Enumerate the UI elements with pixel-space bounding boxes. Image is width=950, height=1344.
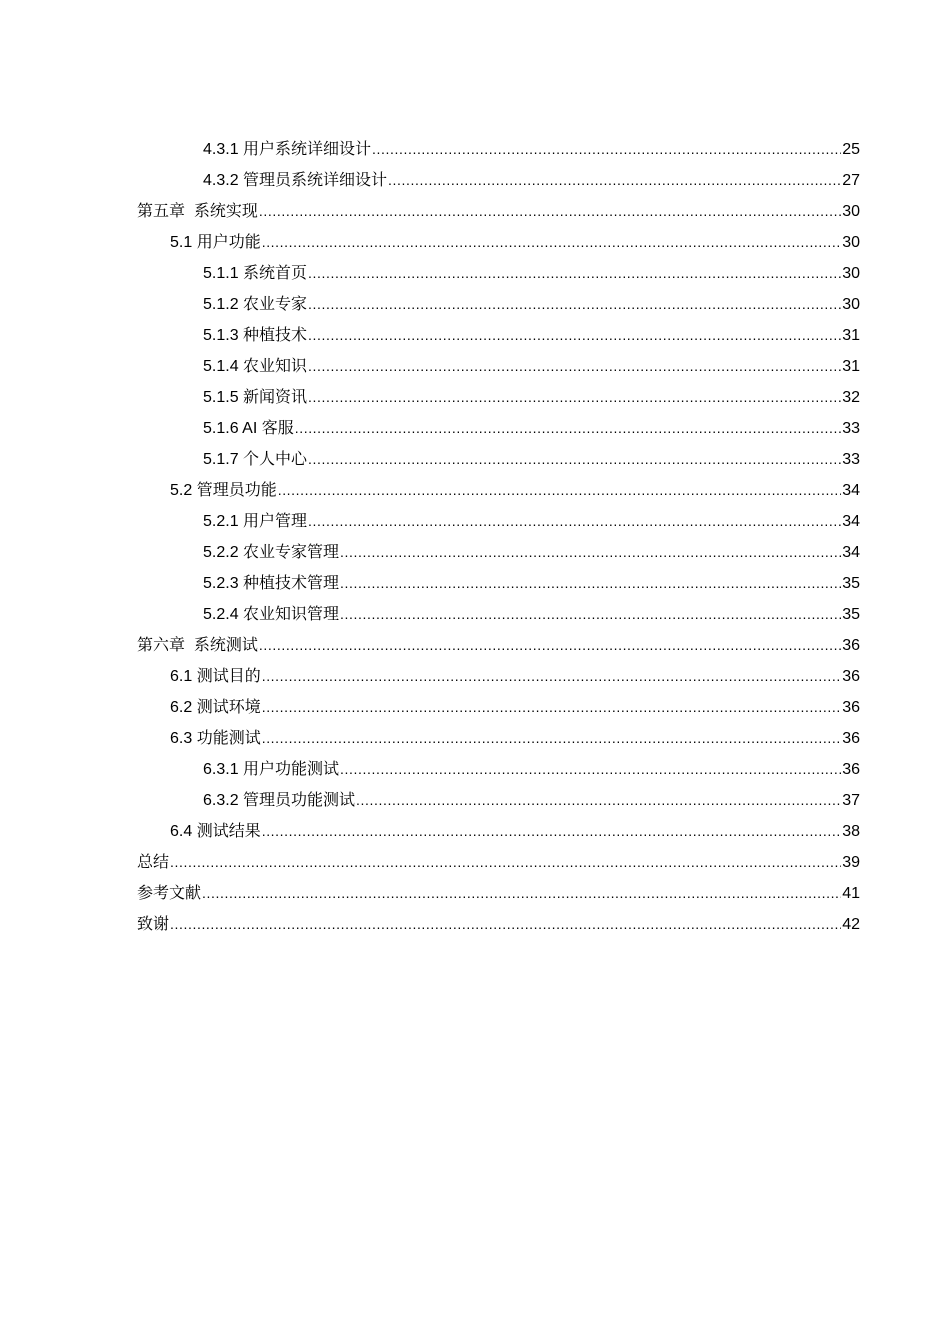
toc-entry-page: 38 — [842, 823, 860, 840]
toc-entry-page: 25 — [842, 141, 860, 158]
toc-entry-page: 36 — [842, 637, 860, 654]
toc-entry-label: 5.2.3 种植技术管理 — [203, 575, 340, 592]
toc-entry[interactable] — [137, 320, 860, 351]
toc-entry[interactable] — [137, 134, 860, 165]
toc-entry-label: 5.1.3 种植技术 — [203, 327, 308, 344]
toc-entry[interactable] — [137, 537, 860, 568]
toc-dot-leader — [262, 227, 842, 258]
toc-entry-page: 33 — [842, 451, 860, 468]
toc-dot-leader — [340, 754, 841, 785]
toc-entry[interactable] — [137, 816, 860, 847]
toc-entry-page: 34 — [842, 544, 860, 561]
toc-dot-leader — [308, 320, 841, 351]
toc-entry-label: 6.3.2 管理员功能测试 — [203, 792, 356, 809]
toc-entry[interactable] — [137, 599, 860, 630]
toc-entry-label: 6.3.1 用户功能测试 — [203, 761, 340, 778]
toc-entry[interactable] — [137, 754, 860, 785]
toc-entry[interactable] — [137, 630, 860, 661]
toc-entry-page: 36 — [842, 668, 860, 685]
toc-entry[interactable] — [137, 382, 860, 413]
toc-entry[interactable] — [137, 165, 860, 196]
toc-dot-leader — [340, 537, 841, 568]
toc-entry-label: 5.1.6 AI 客服 — [203, 420, 294, 437]
toc-dot-leader — [372, 134, 841, 165]
toc-dot-leader — [259, 630, 841, 661]
toc-entry-page: 36 — [842, 761, 860, 778]
toc-dot-leader — [308, 382, 841, 413]
toc-entry[interactable] — [137, 475, 860, 506]
toc-entry-page: 31 — [842, 358, 860, 375]
toc-dot-leader — [262, 692, 842, 723]
toc-entry-page: 36 — [842, 730, 860, 747]
toc-entry-label: 5.2.2 农业专家管理 — [203, 544, 340, 561]
toc-dot-leader — [308, 258, 841, 289]
toc-entry-label: 4.3.1 用户系统详细设计 — [203, 141, 372, 158]
toc-entry[interactable] — [137, 785, 860, 816]
toc-entry-page: 30 — [842, 296, 860, 313]
toc-entry[interactable] — [137, 289, 860, 320]
toc-entry-page: 33 — [842, 420, 860, 437]
toc-entry-page: 31 — [842, 327, 860, 344]
toc-entry-page: 41 — [842, 885, 860, 902]
table-of-contents — [137, 134, 860, 940]
toc-entry[interactable] — [137, 909, 860, 940]
toc-entry[interactable] — [137, 506, 860, 537]
toc-dot-leader — [308, 506, 841, 537]
toc-dot-leader — [356, 785, 841, 816]
toc-entry-label: 5.2 管理员功能 — [170, 482, 277, 499]
toc-entry[interactable] — [137, 723, 860, 754]
toc-entry-label: 第六章 系统测试 — [137, 637, 258, 654]
toc-entry-page: 35 — [842, 575, 860, 592]
toc-entry[interactable] — [137, 661, 860, 692]
toc-entry[interactable] — [137, 227, 860, 258]
toc-entry[interactable] — [137, 847, 860, 878]
toc-dot-leader — [295, 413, 841, 444]
toc-entry-label: 4.3.2 管理员系统详细设计 — [203, 172, 388, 189]
toc-dot-leader — [262, 816, 842, 847]
toc-entry[interactable] — [137, 444, 860, 475]
toc-entry[interactable] — [137, 413, 860, 444]
toc-entry-label: 5.1.7 个人中心 — [203, 451, 308, 468]
toc-entry[interactable] — [137, 258, 860, 289]
toc-entry-label: 第五章 系统实现 — [137, 203, 258, 220]
toc-entry-label: 5.1.1 系统首页 — [203, 265, 308, 282]
toc-entry[interactable] — [137, 351, 860, 382]
toc-entry-label: 5.2.1 用户管理 — [203, 513, 308, 530]
toc-entry[interactable] — [137, 878, 860, 909]
toc-dot-leader — [170, 909, 841, 940]
toc-entry-label: 5.2.4 农业知识管理 — [203, 606, 340, 623]
toc-entry[interactable] — [137, 692, 860, 723]
toc-entry-label: 6.1 测试目的 — [170, 668, 261, 685]
toc-entry-label: 5.1.4 农业知识 — [203, 358, 308, 375]
toc-entry-label: 6.3 功能测试 — [170, 730, 261, 747]
toc-dot-leader — [170, 847, 841, 878]
toc-entry-page: 30 — [842, 265, 860, 282]
toc-entry[interactable] — [137, 568, 860, 599]
toc-dot-leader — [308, 351, 841, 382]
toc-entry-label: 总结 — [137, 854, 170, 871]
toc-entry-label: 参考文献 — [137, 885, 202, 902]
toc-entry-page: 35 — [842, 606, 860, 623]
toc-dot-leader — [340, 568, 841, 599]
toc-entry-label: 5.1 用户功能 — [170, 234, 261, 251]
toc-dot-leader — [388, 165, 841, 196]
toc-entry-page: 34 — [842, 482, 860, 499]
toc-dot-leader — [340, 599, 841, 630]
toc-entry-label: 5.1.5 新闻资讯 — [203, 389, 308, 406]
toc-entry-page: 27 — [842, 172, 860, 189]
toc-entry-page: 30 — [842, 203, 860, 220]
toc-entry-page: 36 — [842, 699, 860, 716]
toc-entry-page: 34 — [842, 513, 860, 530]
toc-entry-label: 致谢 — [137, 916, 170, 933]
toc-entry-label: 5.1.2 农业专家 — [203, 296, 308, 313]
toc-dot-leader — [259, 196, 841, 227]
toc-entry-page: 30 — [842, 234, 860, 251]
toc-dot-leader — [308, 289, 841, 320]
toc-dot-leader — [202, 878, 841, 909]
toc-dot-leader — [308, 444, 841, 475]
toc-entry[interactable] — [137, 196, 860, 227]
toc-entry-label: 6.4 测试结果 — [170, 823, 261, 840]
toc-dot-leader — [262, 661, 842, 692]
toc-entry-page: 42 — [842, 916, 860, 933]
toc-entry-page: 37 — [842, 792, 860, 809]
toc-entry-label: 6.2 测试环境 — [170, 699, 261, 716]
toc-entry-page: 39 — [842, 854, 860, 871]
toc-entry-page: 32 — [842, 389, 860, 406]
toc-dot-leader — [262, 723, 842, 754]
toc-dot-leader — [278, 475, 842, 506]
